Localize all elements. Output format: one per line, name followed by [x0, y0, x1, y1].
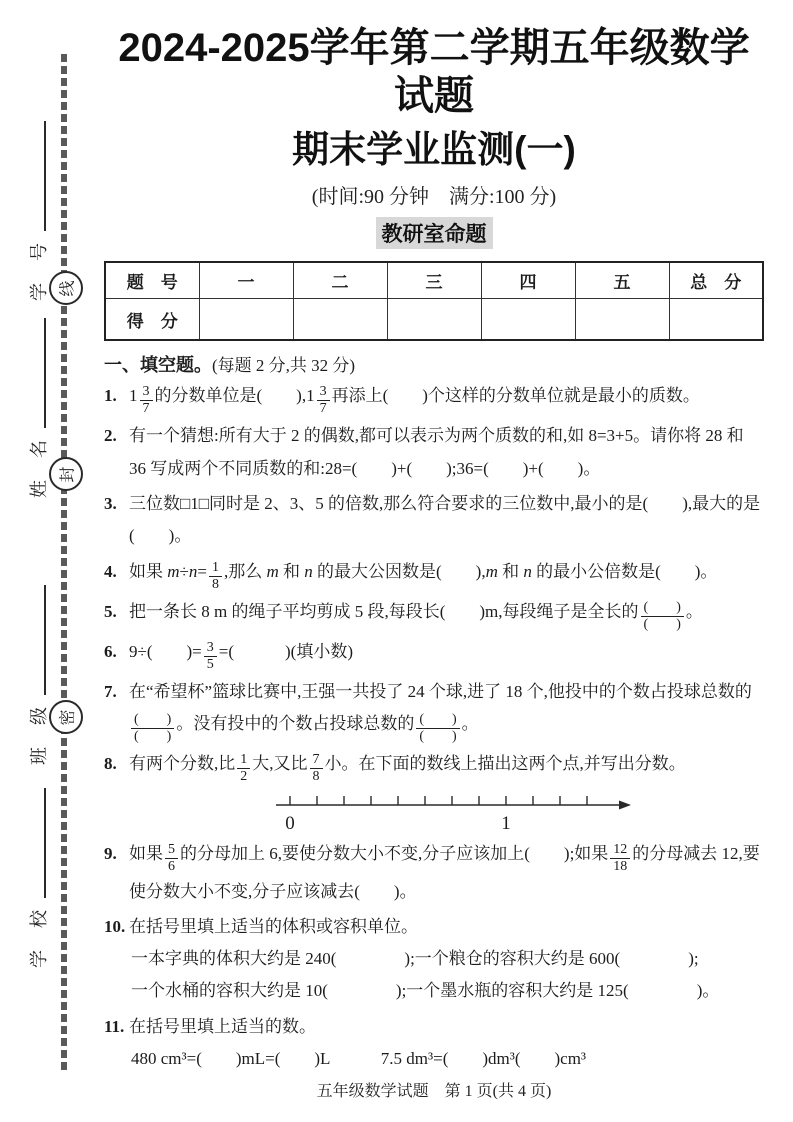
- fraction: $\frac{5}{6}$: [165, 842, 178, 875]
- score-cell-empty: [575, 299, 669, 341]
- question-item: [104, 911, 764, 1008]
- fraction: $\frac{12}{18}$: [610, 842, 630, 875]
- seal-field-label: 班 级: [29, 705, 49, 765]
- seal-circle-mi: [49, 700, 83, 734]
- fraction: $\frac{7}{8}$: [310, 752, 323, 785]
- fraction: $\frac{( )}{( )}$: [416, 712, 459, 745]
- question-sub-line: 一个水桶的容积大约是 10( );一个墨水瓶的容积大约是 125( )。: [131, 981, 720, 1001]
- seal-field-label: 姓 名: [29, 438, 49, 498]
- question-text: 有两个分数,比 $\frac{1}{2}$ 大,又比 $\frac{7}{8}$ 小。在下面的数线上描出这两个点,并写出分数。: [129, 752, 686, 785]
- question-item: [104, 420, 764, 485]
- question-item: [104, 556, 764, 593]
- question-text: 把一条长 8 m 的绳子平均剪成 5 段,每段长( )m,每段绳子是全长的 $\frac{( )}{( )}$ 。: [129, 599, 703, 632]
- score-table-header-cell: 三: [387, 262, 481, 299]
- main-content: [104, 24, 764, 1075]
- question-number: 2.: [104, 426, 117, 446]
- questions-list: [104, 380, 764, 1075]
- question-text: 在括号里填上适当的体积或容积单位。: [129, 916, 418, 936]
- question-item: [104, 838, 764, 907]
- question-text: 如果 $\frac{5}{6}$ 的分母加上 6,要使分数大小不变,分子应该加上( );如果 $\frac{12}{18}$ 的分母减去 12,要使分数大小不变,分子应该减去( )。: [129, 842, 760, 901]
- seal-perforation-line: [61, 54, 67, 1072]
- fill-in-blank-line: [44, 121, 46, 231]
- question-number: 1.: [104, 386, 117, 406]
- exam-time-score-info: (时间:90 分钟 满分:100 分): [311, 186, 557, 209]
- fraction: $\frac{( )}{( )}$: [641, 600, 684, 633]
- fraction: $\frac{1}{8}$: [209, 560, 222, 593]
- fill-in-blank-line: [44, 318, 46, 428]
- score-table: [104, 261, 764, 341]
- question-number: 10.: [104, 916, 126, 936]
- math-variable: n: [188, 561, 198, 581]
- score-row-label: 得 分: [105, 299, 199, 341]
- svg-text:0: 0: [285, 813, 295, 835]
- math-variable: n: [304, 561, 313, 581]
- number-line-container: [274, 789, 764, 835]
- question-item: [104, 676, 764, 745]
- seal-circle-feng: [49, 457, 83, 491]
- question-sub-line: 一本字典的体积大约是 240( );一个粮仓的容积大约是 600( );: [131, 949, 699, 969]
- score-table-score-row: [105, 299, 763, 341]
- question-number: 11.: [104, 1016, 125, 1036]
- fill-in-blank-line: [44, 788, 46, 898]
- math-variable: m: [266, 561, 279, 581]
- question-item: [104, 748, 764, 835]
- score-cell-empty: [293, 299, 387, 341]
- number-line-arrow: [619, 801, 631, 810]
- exam-title-line1: 2024-2025学年第二学期五年级数学试题: [118, 26, 750, 118]
- question-text: 1 $\frac{3}{7}$ 的分数单位是( ),1 $\frac{3}{7}$ 再添上( )个这样的分数单位就是最小的质数。: [129, 384, 700, 417]
- question-number: 4.: [104, 561, 117, 581]
- setter-wrap: [104, 217, 764, 249]
- seal-circle-char: 密: [59, 708, 77, 726]
- seal-circle-char: 线: [59, 279, 77, 297]
- question-text: 如果 m÷n= $\frac{1}{8}$ ,那么 m 和 n 的最大公因数是( ),m 和 n 的最小公倍数是( )。: [129, 559, 718, 592]
- setter-badge: 教研室命题: [376, 217, 493, 249]
- question-text: 在括号里填上适当的数。: [129, 1016, 316, 1036]
- question-item: [104, 636, 764, 673]
- fraction: $\frac{1}{2}$: [237, 752, 250, 785]
- fraction: $\frac{3}{5}$: [204, 640, 217, 673]
- section-heading: [104, 351, 764, 377]
- question-item: [104, 596, 764, 633]
- score-table-header-row: [105, 262, 763, 299]
- score-cell-empty: [199, 299, 293, 341]
- seal-field-label: 学 校: [29, 908, 49, 968]
- score-cell-empty: [387, 299, 481, 341]
- question-number: 9.: [104, 844, 117, 864]
- score-table-header-cell: 一: [199, 262, 293, 299]
- question-number: 7.: [104, 681, 117, 701]
- score-table-header-cell: 总 分: [669, 262, 763, 299]
- question-sub-line: 480 cm³=( )mL=( )L 7.5 dm³=( )dm³( )cm³: [131, 1049, 587, 1069]
- svg-text:1: 1: [501, 813, 511, 835]
- fill-in-blank-line: [44, 585, 46, 695]
- question-text: 有一个猜想:所有大于 2 的偶数,都可以表示为两个质数的和,如 8=3+5。请你将 28 和 36 写成两个不同质数的和:28=( )+( );36=( )+( )。: [129, 426, 744, 478]
- seal-field-school: [21, 778, 55, 968]
- seal-circle-char: 封: [59, 465, 77, 483]
- score-table-header-cell: 题 号: [105, 262, 199, 299]
- seal-circle-xian: [49, 271, 83, 305]
- question-item: [104, 1011, 764, 1076]
- question-text: 9÷( )= $\frac{3}{5}$ =( )(填小数): [129, 639, 353, 672]
- score-cell-empty: [669, 299, 763, 341]
- question-number: 8.: [104, 754, 117, 774]
- fraction: $\frac{3}{7}$: [317, 384, 330, 417]
- math-variable: m: [485, 561, 498, 581]
- seal-field-class: [21, 575, 55, 765]
- score-cell-empty: [481, 299, 575, 341]
- question-text: 在“希望杯”篮球比赛中,王强一共投了 24 个球,进了 18 个,他投中的个数占投球总数的 $\frac{( )}{( )}$ 。没有投中的个数占投球总数的 $\frac{( )}{( )}$ 。: [129, 681, 752, 745]
- seal-field-student-number: [21, 111, 55, 301]
- score-table-header-cell: 二: [293, 262, 387, 299]
- question-number: 6.: [104, 641, 117, 661]
- question-number: 3.: [104, 494, 117, 514]
- math-variable: m: [167, 561, 180, 581]
- question-number: 5.: [104, 601, 117, 621]
- fraction: $\frac{( )}{( )}$: [131, 712, 174, 745]
- section-title: 一、填空题。: [104, 355, 212, 376]
- seal-field-label: 学 号: [29, 241, 49, 301]
- exam-title-line2: 期末学业监测(一): [292, 129, 576, 170]
- question-text: 三位数□1□同时是 2、3、5 的倍数,那么符合要求的三位数中,最小的是( ),最大的是( )。: [129, 494, 761, 546]
- math-variable: n: [523, 561, 532, 581]
- question-item: [104, 488, 764, 553]
- fraction: $\frac{3}{7}$: [140, 384, 153, 417]
- page-footer: 五年级数学试题 第 1 页(共 4 页): [316, 1083, 552, 1100]
- section-note: (每题 2 分,共 32 分): [212, 356, 356, 376]
- score-table-header-cell: 四: [481, 262, 575, 299]
- number-line: [274, 789, 634, 835]
- question-item: [104, 380, 764, 417]
- score-table-header-cell: 五: [575, 262, 669, 299]
